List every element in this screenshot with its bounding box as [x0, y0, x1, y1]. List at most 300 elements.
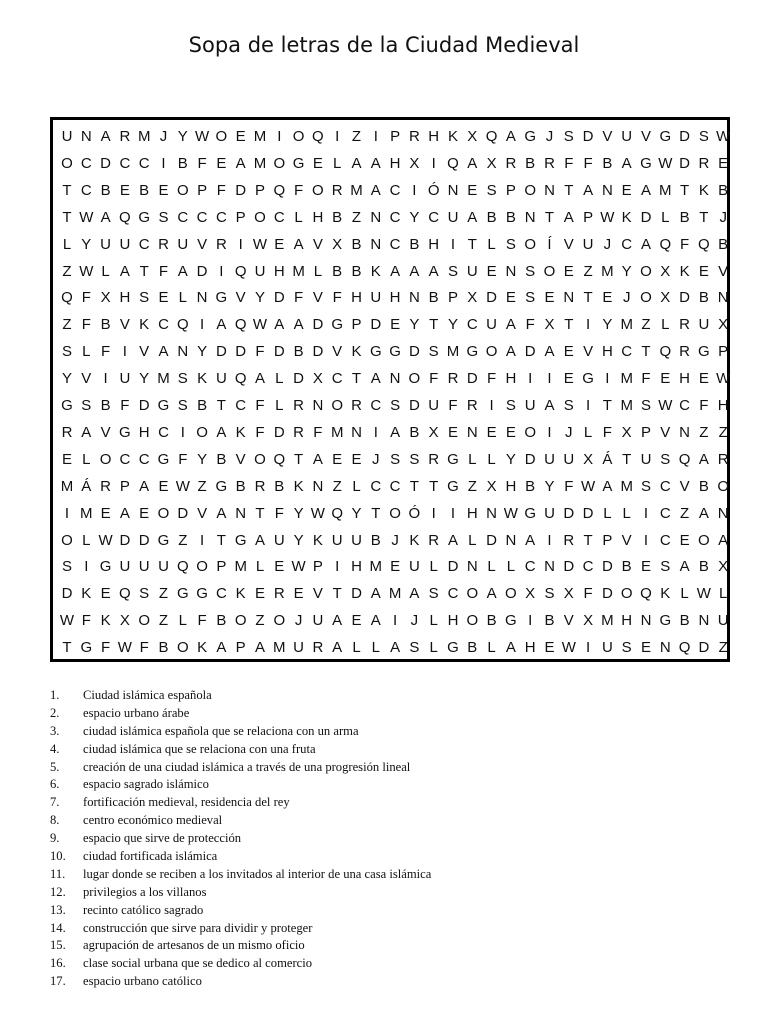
- grid-letter: V: [563, 612, 574, 630]
- grid-letter: J: [159, 128, 168, 145]
- grid-letter: E: [602, 289, 613, 307]
- grid-letter: A: [370, 154, 381, 172]
- clue-text: ciudad islámica española que se relaciona con un arma: [83, 723, 359, 738]
- grid-letter: L: [275, 397, 284, 414]
- grid-letter: F: [448, 397, 458, 414]
- grid-letter: B: [428, 289, 439, 307]
- grid-letter: B: [679, 208, 690, 226]
- grid-letter: X: [486, 154, 497, 172]
- grid-letter: I: [586, 639, 591, 657]
- grid-letter: C: [659, 504, 671, 522]
- grid-letter: T: [564, 181, 574, 199]
- grid-letter: Q: [678, 450, 691, 468]
- grid-letter: O: [408, 370, 421, 388]
- grid-letter: F: [583, 585, 593, 603]
- grid-letter: H: [679, 370, 691, 388]
- grid-letter: K: [660, 585, 671, 603]
- grid-letter: R: [679, 316, 691, 334]
- grid-letter: C: [389, 477, 401, 495]
- grid-letter: T: [680, 181, 690, 199]
- grid-letter: A: [216, 423, 227, 441]
- grid-letter: P: [216, 558, 227, 576]
- grid-letter: T: [641, 343, 651, 361]
- grid-letter: S: [640, 477, 651, 495]
- grid-letter: M: [601, 262, 614, 280]
- grid-letter: D: [524, 343, 536, 361]
- grid-letter: U: [61, 128, 73, 145]
- grid-letter: Q: [234, 316, 247, 334]
- grid-letter: K: [100, 612, 111, 630]
- grid-letter: I: [122, 343, 127, 361]
- grid-letter: S: [428, 585, 439, 603]
- grid-letter: D: [273, 289, 285, 307]
- clue-text: ciudad fortificada islámica: [83, 849, 218, 864]
- grid-letter: N: [601, 181, 613, 199]
- grid-letter: S: [390, 450, 401, 468]
- grid-letter: A: [100, 128, 111, 145]
- grid-letter: O: [254, 208, 266, 226]
- grid-letter: V: [660, 423, 671, 441]
- grid-letter: U: [138, 558, 150, 576]
- grid-letter: O: [466, 585, 479, 603]
- grid-letter: S: [544, 585, 555, 603]
- grid-letter: L: [313, 262, 323, 280]
- grid-letter: Z: [158, 612, 169, 630]
- grid-letter: G: [157, 450, 170, 468]
- grid-letter: Y: [139, 370, 150, 388]
- grid-letter: Í: [547, 235, 552, 253]
- grid-letter: I: [586, 397, 591, 414]
- grid-letter: L: [487, 450, 496, 468]
- grid-letter: J: [294, 612, 303, 630]
- grid-letter: O: [196, 558, 208, 576]
- grid-letter: Q: [485, 128, 498, 145]
- grid-letter: D: [601, 558, 613, 576]
- grid-letter: E: [274, 235, 285, 253]
- grid-letter: G: [524, 128, 537, 145]
- grid-letter: H: [312, 208, 324, 226]
- grid-letter: X: [486, 477, 497, 495]
- grid-letter: D: [215, 343, 227, 361]
- grid-letter: I: [450, 235, 456, 253]
- grid-letter: N: [351, 423, 362, 441]
- clue-text: construcción que sirve para dividir y proteger: [83, 920, 313, 935]
- clue-item: [50, 705, 730, 723]
- clue-number: 16.: [50, 956, 66, 971]
- grid-letter: G: [582, 370, 594, 388]
- grid-letter: P: [197, 181, 208, 199]
- grid-letter: B: [293, 343, 304, 361]
- grid-letter: F: [255, 397, 265, 414]
- grid-letter: D: [447, 558, 459, 576]
- grid-letter: W: [600, 208, 615, 226]
- grid-letter: F: [332, 289, 342, 307]
- grid-letter: I: [335, 558, 340, 576]
- clue-number: 7.: [50, 795, 60, 810]
- grid-letter: L: [487, 558, 496, 576]
- grid-letter: E: [254, 585, 265, 603]
- grid-letter: C: [119, 154, 131, 172]
- grid-letter: A: [216, 639, 227, 657]
- grid-letter: D: [235, 343, 247, 361]
- grid-letter: P: [390, 128, 401, 145]
- grid-letter: Á: [81, 477, 92, 495]
- grid-letter: F: [602, 423, 612, 441]
- grid-letter: N: [679, 423, 691, 441]
- grid-letter: Q: [119, 208, 131, 226]
- grid-letter: T: [583, 531, 593, 549]
- grid-letter: H: [138, 423, 150, 441]
- grid-letter: M: [253, 154, 267, 172]
- grid-letter: F: [680, 235, 690, 253]
- grid-letter: O: [176, 181, 189, 199]
- grid-letter: T: [62, 639, 72, 657]
- grid-row: [53, 177, 727, 204]
- grid-letter: S: [505, 397, 516, 414]
- grid-letter: O: [524, 423, 537, 441]
- grid-letter: I: [586, 316, 591, 334]
- grid-letter: U: [544, 504, 555, 522]
- grid-letter: F: [429, 370, 439, 388]
- clue-text: agrupación de artesanos de un mismo oficio: [83, 938, 305, 953]
- grid-letter: W: [98, 531, 113, 549]
- grid-letter: F: [487, 370, 497, 388]
- grid-letter: A: [602, 477, 613, 495]
- grid-letter: N: [466, 558, 478, 576]
- grid-letter: S: [81, 397, 92, 414]
- grid-letter: E: [332, 450, 343, 468]
- grid-letter: F: [525, 316, 535, 334]
- clue-text: recinto católico sagrado: [83, 902, 204, 917]
- clue-number: 6.: [50, 777, 60, 792]
- grid-letter: P: [235, 208, 246, 226]
- grid-letter: G: [640, 154, 652, 172]
- grid-letter: I: [489, 397, 494, 414]
- grid-letter: W: [291, 558, 306, 576]
- grid-letter: Y: [621, 262, 632, 280]
- grid-letter: Q: [640, 585, 652, 603]
- grid-letter: B: [100, 181, 111, 199]
- grid-letter: I: [528, 612, 533, 630]
- grid-letter: N: [486, 504, 498, 522]
- grid-letter: N: [717, 289, 729, 307]
- grid-letter: F: [158, 262, 169, 280]
- grid-letter: P: [583, 208, 594, 226]
- grid-letter: N: [505, 262, 517, 280]
- grid-letter: E: [563, 343, 574, 361]
- grid-letter: X: [563, 585, 574, 603]
- grid-letter: H: [601, 343, 613, 361]
- grid-letter: N: [563, 289, 575, 307]
- grid-letter: A: [640, 235, 651, 253]
- grid-letter: W: [716, 370, 731, 388]
- grid-letter: U: [698, 316, 710, 334]
- grid-letter: O: [234, 612, 247, 630]
- grid-letter: A: [100, 208, 111, 226]
- grid-letter: Q: [176, 316, 189, 334]
- grid-letter: A: [544, 397, 555, 414]
- grid-letter: I: [277, 128, 282, 145]
- grid-letter: A: [332, 639, 343, 657]
- grid-letter: B: [698, 289, 709, 307]
- grid-row: [53, 123, 731, 150]
- grid-letter: R: [679, 343, 691, 361]
- grid-letter: A: [254, 639, 265, 657]
- grid-letter: I: [431, 504, 436, 522]
- grid-letter: R: [293, 423, 305, 441]
- grid-letter: O: [176, 639, 189, 657]
- grid-letter: F: [120, 397, 130, 414]
- grid-letter: I: [373, 423, 378, 441]
- grid-letter: H: [389, 289, 401, 307]
- grid-letter: G: [659, 128, 672, 145]
- grid-letter: V: [679, 477, 690, 495]
- clue-item: [50, 902, 730, 920]
- grid-letter: C: [679, 397, 691, 414]
- grid-letter: Q: [678, 639, 691, 657]
- grid-letter: G: [215, 477, 228, 495]
- grid-letter: P: [447, 289, 458, 307]
- grid-letter: N: [640, 612, 652, 630]
- clue-number: 5.: [50, 759, 60, 774]
- grid-letter: A: [467, 154, 478, 172]
- grid-letter: B: [409, 235, 420, 253]
- grid-letter: Y: [351, 504, 362, 522]
- grid-letter: E: [505, 289, 516, 307]
- grid-letter: W: [561, 639, 576, 657]
- grid-letter: P: [351, 316, 362, 334]
- grid-letter: T: [371, 504, 381, 522]
- grid-letter: H: [351, 558, 362, 576]
- grid-letter: B: [698, 477, 709, 495]
- grid-letter: S: [447, 262, 458, 280]
- grid-letter: D: [100, 154, 112, 172]
- grid-letter: D: [408, 343, 420, 361]
- grid-letter: R: [61, 423, 73, 441]
- grid-letter: R: [698, 154, 710, 172]
- grid-row: [53, 500, 727, 527]
- grid-letter: D: [582, 128, 594, 145]
- grid-letter: A: [254, 370, 265, 388]
- grid-letter: D: [679, 128, 691, 145]
- grid-letter: B: [621, 558, 632, 576]
- grid-letter: P: [312, 558, 323, 576]
- grid-letter: E: [563, 262, 574, 280]
- grid-letter: N: [370, 208, 382, 226]
- clue-item: [50, 776, 730, 794]
- grid-letter: I: [238, 235, 243, 253]
- grid-letter: D: [370, 316, 382, 334]
- grid-letter: Y: [61, 370, 72, 388]
- grid-letter: A: [351, 154, 362, 172]
- grid-letter: B: [177, 154, 188, 172]
- grid-letter: E: [679, 531, 690, 549]
- grid-letter: V: [312, 289, 323, 307]
- grid-letter: Y: [197, 450, 208, 468]
- grid-letter: L: [82, 531, 91, 549]
- grid-letter: E: [312, 154, 323, 172]
- grid-letter: A: [428, 262, 439, 280]
- grid-letter: R: [544, 154, 555, 172]
- clue-item: [50, 848, 730, 866]
- grid-letter: N: [544, 558, 555, 576]
- grid-letter: L: [178, 612, 187, 630]
- grid-letter: L: [101, 262, 110, 280]
- grid-letter: N: [196, 289, 208, 307]
- grid-letter: D: [640, 208, 652, 226]
- grid-letter: E: [544, 639, 555, 657]
- grid-letter: T: [409, 477, 419, 495]
- grid-letter: U: [100, 235, 112, 253]
- grid-letter: J: [565, 423, 573, 441]
- grid-letter: C: [370, 477, 382, 495]
- grid-letter: E: [505, 423, 516, 441]
- grid-row: [53, 338, 727, 365]
- grid-letter: V: [197, 504, 208, 522]
- grid-letter: O: [254, 450, 266, 468]
- grid-letter: A: [390, 639, 401, 657]
- grid-letter: D: [524, 450, 536, 468]
- grid-letter: S: [621, 639, 632, 657]
- grid-letter: T: [429, 477, 439, 495]
- grid-letter: X: [718, 558, 729, 576]
- grid-letter: Q: [312, 128, 324, 145]
- grid-letter: G: [331, 316, 344, 334]
- grid-letter: X: [312, 370, 323, 388]
- grid-letter: R: [293, 397, 305, 414]
- grid-letter: O: [61, 531, 73, 549]
- grid-letter: L: [487, 235, 496, 253]
- grid-letter: B: [235, 477, 246, 495]
- grid-letter: W: [310, 504, 325, 522]
- grid-row: [53, 284, 727, 311]
- grid-letter: S: [428, 343, 439, 361]
- grid-letter: U: [119, 370, 131, 388]
- grid-letter: M: [137, 128, 151, 145]
- grid-letter: S: [61, 558, 72, 576]
- grid-letter: B: [332, 208, 343, 226]
- grid-letter: U: [524, 397, 536, 414]
- grid-letter: C: [428, 208, 440, 226]
- grid-letter: I: [200, 316, 205, 334]
- grid-letter: G: [196, 585, 208, 603]
- grid-letter: J: [622, 289, 631, 307]
- grid-letter: I: [393, 612, 398, 630]
- grid-letter: M: [620, 370, 633, 388]
- grid-letter: D: [466, 370, 478, 388]
- grid-letter: O: [196, 423, 208, 441]
- grid-letter: C: [138, 235, 150, 253]
- grid-letter: B: [525, 154, 536, 172]
- grid-letter: J: [719, 208, 727, 226]
- grid-letter: U: [351, 531, 362, 549]
- grid-letter: E: [486, 262, 497, 280]
- grid-letter: S: [61, 343, 72, 361]
- grid-letter: V: [563, 235, 574, 253]
- grid-letter: C: [138, 450, 150, 468]
- clue-number: 1.: [50, 688, 60, 702]
- grid-letter: B: [351, 235, 362, 253]
- grid-letter: A: [640, 181, 651, 199]
- grid-letter: W: [503, 504, 518, 522]
- grid-letter: G: [157, 531, 170, 549]
- grid-letter: A: [467, 208, 478, 226]
- grid-letter: C: [273, 208, 285, 226]
- grid-letter: W: [79, 208, 94, 226]
- clue-number: 8.: [50, 813, 60, 828]
- grid-letter: Ó: [408, 504, 421, 522]
- grid-letter: A: [119, 262, 130, 280]
- grid-letter: H: [273, 262, 285, 280]
- grid-letter: H: [428, 128, 440, 145]
- grid-letter: X: [660, 262, 671, 280]
- grid-letter: C: [215, 585, 227, 603]
- grid-letter: K: [698, 181, 709, 199]
- grid-letter: Q: [273, 450, 286, 468]
- grid-letter: F: [139, 639, 149, 657]
- grid-letter: O: [273, 612, 286, 630]
- grid-letter: R: [428, 450, 440, 468]
- grid-letter: N: [177, 343, 189, 361]
- grid-letter: E: [640, 558, 651, 576]
- grid-letter: F: [313, 423, 323, 441]
- grid-letter: Y: [293, 531, 304, 549]
- grid-letter: Q: [659, 343, 672, 361]
- grid-letter: B: [718, 235, 729, 253]
- grid-letter: B: [698, 558, 709, 576]
- grid-letter: B: [602, 154, 613, 172]
- grid-letter: L: [352, 639, 361, 657]
- grid-letter: G: [659, 612, 672, 630]
- grid-letter: F: [255, 423, 265, 441]
- grid-letter: L: [661, 208, 670, 226]
- grid-letter: W: [79, 262, 94, 280]
- grid-letter: F: [101, 639, 111, 657]
- grid-letter: K: [351, 343, 362, 361]
- grid-letter: T: [583, 289, 593, 307]
- grid-letter: D: [312, 316, 324, 334]
- grid-letter: R: [100, 477, 112, 495]
- grid-letter: D: [698, 639, 710, 657]
- grid-letter: O: [273, 154, 286, 172]
- grid-letter: O: [524, 235, 537, 253]
- grid-letter: U: [486, 316, 498, 334]
- grid-letter: A: [119, 504, 130, 522]
- grid-letter: Y: [81, 235, 92, 253]
- grid-letter: E: [158, 181, 169, 199]
- grid-letter: N: [505, 531, 517, 549]
- grid-letter: E: [100, 585, 111, 603]
- grid-letter: A: [81, 423, 92, 441]
- grid-letter: S: [563, 128, 574, 145]
- grid-letter: O: [138, 612, 151, 630]
- grid-letter: E: [61, 450, 72, 468]
- grid-letter: O: [717, 477, 730, 495]
- grid-letter: S: [139, 289, 150, 307]
- grid-letter: E: [621, 181, 632, 199]
- grid-letter: R: [717, 450, 729, 468]
- grid-letter: Z: [718, 423, 728, 441]
- grid-letter: Z: [680, 504, 690, 522]
- grid-letter: J: [391, 531, 399, 549]
- grid-letter: M: [80, 504, 93, 522]
- grid-letter: A: [293, 235, 304, 253]
- grid-letter: L: [82, 343, 91, 361]
- grid-letter: G: [119, 423, 131, 441]
- grid-letter: E: [486, 423, 497, 441]
- grid-letter: K: [312, 531, 323, 549]
- grid-letter: C: [389, 181, 401, 199]
